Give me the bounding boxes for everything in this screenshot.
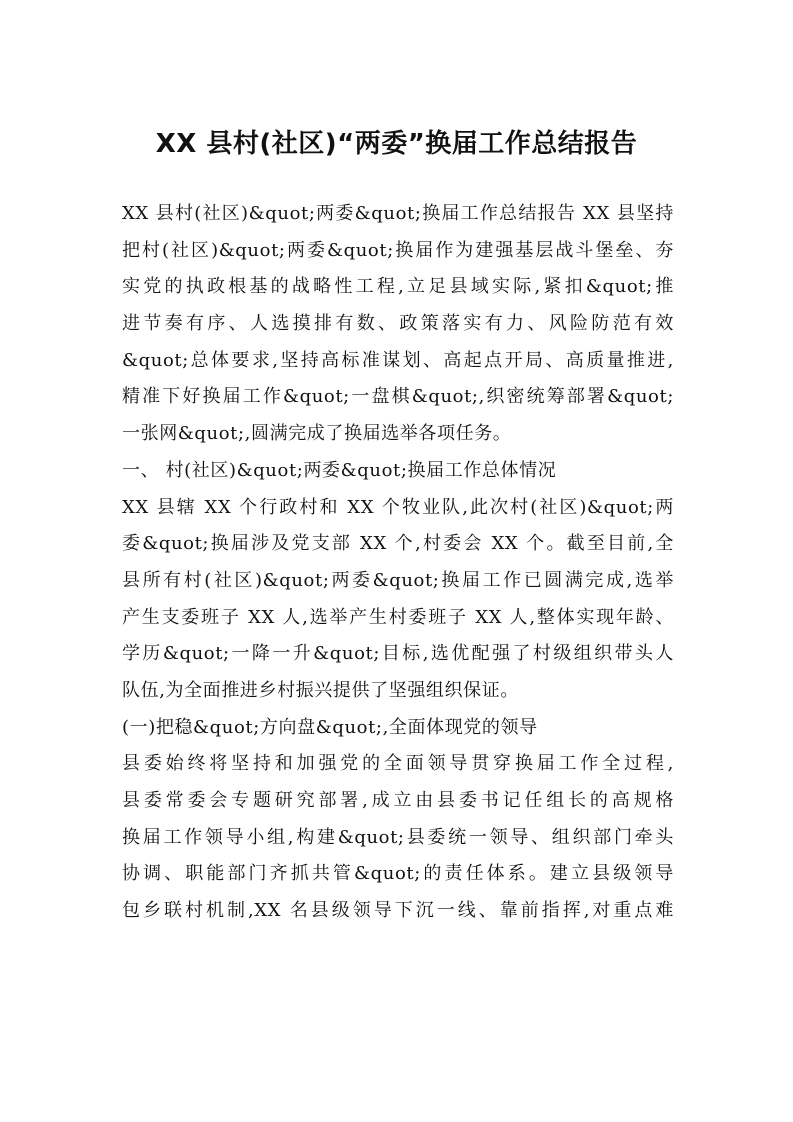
- body-line: 把村(社区)&quot;两委&quot;换届作为建强基层战斗堡垒、夯: [122, 239, 674, 261]
- body-line: 产生支委班子 XX 人,选举产生村委班子 XX 人,整体实现年龄、: [122, 606, 674, 628]
- body-line: 换届工作领导小组,构建&quot;县委统一领导、组织部门牵头: [122, 826, 674, 848]
- body-line: 包乡联村机制,XX 名县级领导下沉一线、靠前指挥,对重点难: [122, 900, 674, 922]
- document-body: [122, 196, 674, 930]
- body-line: 学历&quot;一降一升&quot;目标,选优配强了村级组织带头人: [122, 643, 674, 665]
- body-line: 实党的执政根基的战略性工程,立足县域实际,紧扣&quot;推: [122, 276, 674, 298]
- body-line: 县委始终将坚持和加强党的全面领导贯穿换届工作全过程,: [122, 753, 674, 775]
- body-line: &quot;总体要求,坚持高标准谋划、高起点开局、高质量推进,: [122, 349, 674, 371]
- body-line: 县委常委会专题研究部署,成立由县委书记任组长的高规格: [122, 790, 674, 811]
- body-line: 队伍,为全面推进乡村振兴提供了坚强组织保证。: [122, 679, 519, 701]
- body-line: (一)把稳&quot;方向盘&quot;,全面体现党的领导: [122, 716, 538, 738]
- body-line: XX 县辖 XX 个行政村和 XX 个牧业队,此次村(社区)&quot;两: [122, 496, 674, 518]
- document-title: XX 县村(社区)“两委”换届工作总结报告: [155, 129, 638, 159]
- body-line: XX 县村(社区)&quot;两委&quot;换届工作总结报告 XX 县坚持: [122, 203, 674, 224]
- body-line: 协调、职能部门齐抓共管&quot;的责任体系。建立县级领导: [122, 863, 674, 885]
- body-line: 一、 村(社区)&quot;两委&quot;换届工作总体情况: [122, 459, 557, 481]
- body-line: 精准下好换届工作&quot;一盘棋&quot;,织密统筹部署&quot;: [122, 386, 674, 408]
- body-line: 进节奏有序、人选摸排有数、政策落实有力、风险防范有效: [122, 313, 674, 335]
- body-line: 一张网&quot;,圆满完成了换届选举各项任务。: [122, 423, 512, 445]
- body-line: 县所有村(社区)&quot;两委&quot;换届工作已圆满完成,选举: [122, 569, 674, 591]
- body-line: 委&quot;换届涉及党支部 XX 个,村委会 XX 个。截至目前,全: [122, 533, 674, 555]
